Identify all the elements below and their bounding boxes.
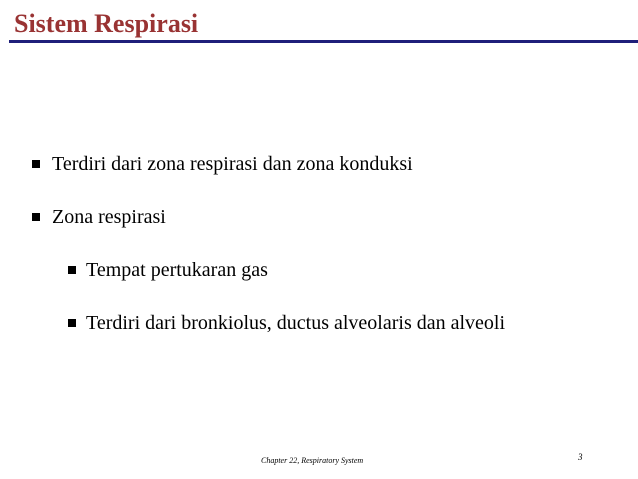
sub-bullet-text: Tempat pertukaran gas [86, 259, 268, 281]
bullet-item-1 [32, 152, 622, 176]
page-number: 3 [578, 452, 583, 462]
bullet-text: Terdiri dari zona respirasi dan zona konduksi [52, 153, 413, 175]
footer-chapter: Chapter 22, Respiratory System [261, 456, 364, 465]
sub-bullet-text: Terdiri dari bronkiolus, ductus alveolaris dan alveoli [86, 312, 506, 334]
square-bullet-icon [68, 319, 76, 327]
square-bullet-icon [68, 266, 76, 274]
square-bullet-icon [32, 160, 40, 168]
title-divider [9, 40, 638, 43]
square-bullet-icon [32, 213, 40, 221]
sub-bullet-item-1 [68, 258, 618, 282]
sub-bullet-item-2 [68, 311, 548, 335]
slide-title: Sistem Respirasi [14, 9, 199, 38]
bullet-text: Zona respirasi [52, 206, 166, 228]
bullet-item-2 [32, 205, 622, 229]
